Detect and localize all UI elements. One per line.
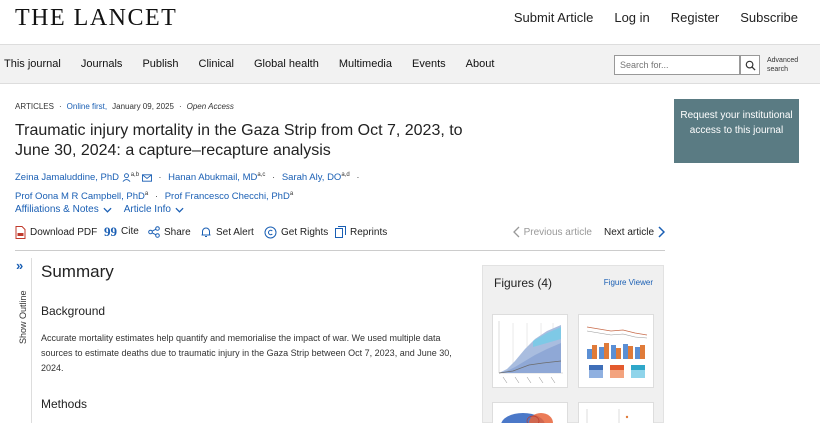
figure-thumbnail-3[interactable] — [492, 402, 568, 423]
chevron-left-icon — [513, 226, 520, 238]
nav-item-about[interactable]: About — [465, 58, 495, 70]
publication-date: January 09, 2025 — [112, 102, 174, 111]
chevron-right-icon — [658, 226, 665, 238]
author-link[interactable]: Hanan Abukmail, MD — [168, 172, 258, 184]
figure-2-image — [579, 315, 653, 387]
figure-viewer-link[interactable]: Figure Viewer — [603, 278, 653, 287]
nav-item-clinical[interactable]: Clinical — [198, 58, 234, 70]
show-outline-tab[interactable] — [14, 258, 32, 423]
figures-title: Figures (4) — [494, 276, 553, 290]
background-text: Accurate mortality estimates help quantify and memorialise the impact of war. We used multiple data sources to estimate deaths due to traumatic injury in the Gaza Strip between Oct 7, 2023, and June 30, 2024. — [41, 333, 452, 373]
submit-article-link[interactable]: Submit Article — [513, 10, 594, 25]
header-links — [514, 10, 798, 25]
affiliation-row — [15, 204, 184, 215]
double-chevron-right-icon: » — [16, 258, 24, 273]
open-access-label: Open Access — [186, 102, 234, 111]
next-article-link[interactable]: Next article — [604, 226, 665, 238]
article-title: Traumatic injury mortality in the Gaza Strip from Oct 7, 2023, to June 30, 2024: a capture–recapture analysis — [15, 122, 463, 159]
pdf-icon — [15, 226, 26, 239]
reprints-button[interactable]: Reprints — [335, 226, 387, 238]
download-pdf-button[interactable]: Download PDF — [15, 226, 97, 239]
lancet-logo[interactable]: THE LANCET — [15, 5, 178, 31]
email-icon[interactable] — [142, 174, 152, 182]
author-link[interactable]: Prof Oona M R Campbell, PhD — [15, 191, 145, 203]
person-icon — [122, 173, 131, 182]
register-link[interactable]: Register — [670, 10, 720, 25]
quote-icon: 99 — [104, 223, 117, 239]
nav-item-publish[interactable]: Publish — [142, 58, 179, 70]
bell-icon — [200, 226, 212, 238]
figures-panel — [482, 265, 664, 423]
article-meta: ARTICLES · Online first, January 09, 2025 · Open Access — [15, 102, 234, 111]
reprints-icon — [335, 226, 346, 238]
author-link[interactable]: Zeina Jamaluddine, PhD — [15, 172, 120, 184]
site-header — [0, 0, 820, 36]
article-toolbar — [15, 223, 665, 242]
search-button[interactable] — [740, 55, 760, 75]
background-heading: Background — [41, 304, 106, 318]
figure-thumbnail-1[interactable] — [492, 314, 568, 388]
get-rights-button[interactable]: Get Rights — [264, 226, 328, 239]
figure-thumbnail-2[interactable] — [578, 314, 654, 388]
online-first-link[interactable]: Online first, — [66, 102, 108, 111]
set-alert-button[interactable]: Set Alert — [200, 226, 254, 238]
figure-4-image — [579, 403, 653, 423]
methods-heading: Methods — [41, 397, 88, 411]
nav-item-multimedia[interactable]: Multimedia — [338, 58, 392, 70]
author-link[interactable]: Prof Francesco Checchi, PhD — [164, 191, 290, 203]
login-link[interactable]: Log in — [614, 10, 650, 25]
author-list: Zeina Jamaluddine, PhD $^{a,b}$ · Hanan Abukmail, MD$^{a,c}$ · Sarah Aly, DO$^{a,d}$ · Prof Oona M R Campbell, PhD$^a$ · Prof Francesco Checchi, PhD$^a$ — [15, 172, 360, 203]
subscribe-link[interactable]: Subscribe — [740, 10, 798, 25]
chevron-down-icon — [175, 207, 184, 213]
chevron-down-icon — [103, 207, 112, 213]
copyright-icon — [264, 226, 277, 239]
toolbar-divider — [15, 250, 665, 251]
share-button[interactable]: Share — [148, 226, 191, 238]
advanced-search-link[interactable]: Advanced search — [767, 57, 799, 73]
share-icon — [148, 226, 160, 238]
nav-item-events[interactable]: Events — [412, 58, 446, 70]
affiliations-toggle[interactable]: Affiliations & Notes — [15, 204, 112, 215]
search-input[interactable] — [614, 55, 740, 75]
outline-divider — [31, 258, 32, 423]
article-type: ARTICLES — [15, 102, 54, 111]
figure-1-image — [493, 315, 567, 387]
nav-item-journals[interactable]: Journals — [80, 58, 123, 70]
nav-item-this-journal[interactable]: This journal — [4, 58, 61, 70]
request-access-button[interactable]: Request your institutional access to this journal — [674, 99, 799, 163]
figure-thumbnail-4[interactable] — [578, 402, 654, 423]
summary-heading: Summary — [41, 262, 114, 281]
figure-3-image — [493, 403, 567, 423]
previous-article-link[interactable]: Previous article — [513, 226, 592, 238]
nav-item-global-health[interactable]: Global health — [253, 58, 319, 70]
main-nav — [0, 44, 820, 84]
article-info-toggle[interactable]: Article Info — [124, 204, 184, 215]
show-outline-label: Show Outline — [18, 290, 28, 344]
search-icon — [745, 60, 756, 71]
cite-button[interactable]: 99 Cite — [104, 223, 139, 239]
author-link[interactable]: Sarah Aly, DO — [281, 172, 342, 184]
